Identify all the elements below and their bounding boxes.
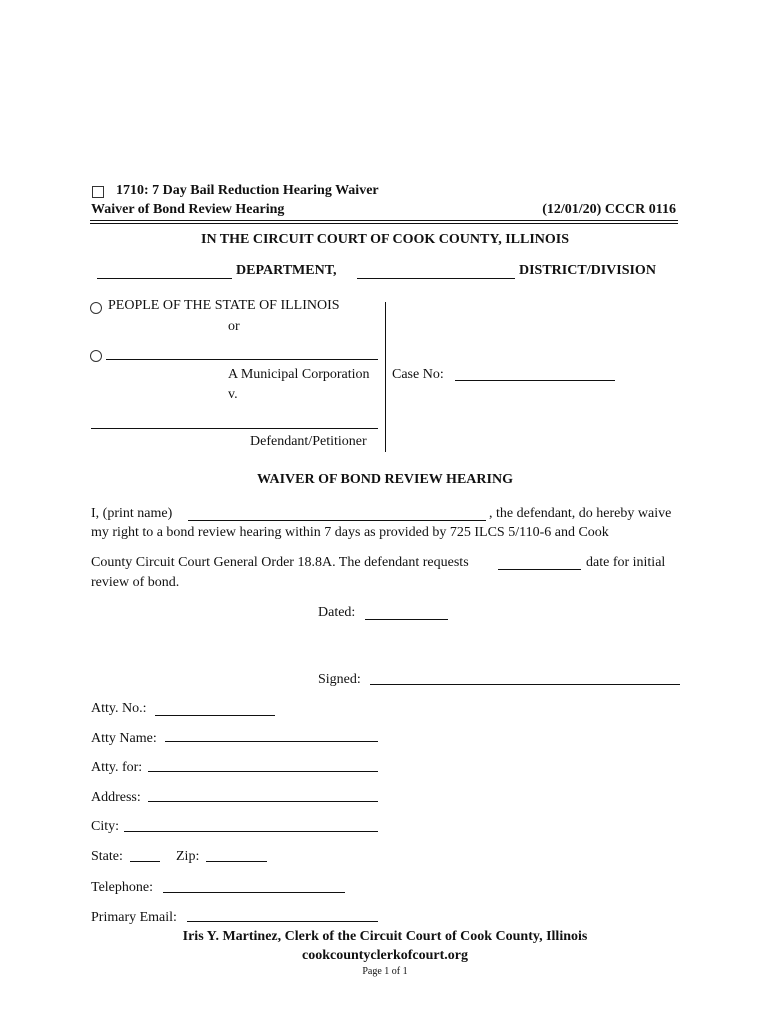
para1-mid: , the defendant, do hereby waive <box>489 506 672 521</box>
section-title: WAIVER OF BOND REVIEW HEARING <box>257 472 513 487</box>
city-field[interactable] <box>124 817 378 832</box>
zip-label: Zip: <box>176 849 200 864</box>
dated-label: Dated: <box>318 605 356 620</box>
form-revision: (12/01/20) CCCR 0116 <box>542 202 676 217</box>
form-select-checkbox[interactable] <box>92 186 104 198</box>
para2-start: County Circuit Court General Order 18.8A. The defendant requests <box>91 555 469 570</box>
case-no-field[interactable] <box>455 366 615 381</box>
atty-for-field[interactable] <box>148 757 378 772</box>
municipality-name-field[interactable] <box>106 345 378 360</box>
people-radio[interactable] <box>90 302 102 314</box>
department-label: DEPARTMENT, <box>236 263 337 278</box>
court-title: IN THE CIRCUIT COURT OF COOK COUNTY, ILLINOIS <box>201 232 569 247</box>
footer-clerk: Iris Y. Martinez, Clerk of the Circuit Court of Cook County, Illinois <box>182 929 588 944</box>
address-field[interactable] <box>148 787 378 802</box>
header-rule-top <box>90 220 678 221</box>
para1-line2: my right to a bond review hearing within 7 days as provided by 725 ILCS 5/110-6 and Cook <box>91 525 609 540</box>
form-code-title: 1710: 7 Day Bail Reduction Hearing Waiver <box>116 183 379 198</box>
form-name: Waiver of Bond Review Hearing <box>91 202 285 217</box>
atty-no-label: Atty. No.: <box>91 701 147 716</box>
footer-website: cookcountyclerkofcourt.org <box>301 948 469 963</box>
municipal-radio[interactable] <box>90 350 102 362</box>
telephone-field[interactable] <box>163 878 345 893</box>
or-label: or <box>228 319 240 334</box>
municipal-label: A Municipal Corporation <box>228 367 370 382</box>
atty-name-field[interactable] <box>165 727 378 742</box>
footer-page: Page 1 of 1 <box>362 966 408 977</box>
atty-for-label: Atty. for: <box>91 760 143 775</box>
department-field[interactable] <box>97 264 232 279</box>
header-rule-bottom <box>90 223 678 224</box>
para2-line2: review of bond. <box>91 575 180 590</box>
v-label: v. <box>228 387 238 402</box>
email-label: Primary Email: <box>91 910 177 925</box>
case-no-label: Case No: <box>392 367 444 382</box>
para2-end: date for initial <box>586 555 666 570</box>
district-field[interactable] <box>357 264 515 279</box>
defendant-label: Defendant/Petitioner <box>250 434 367 449</box>
email-field[interactable] <box>187 907 378 922</box>
dated-field[interactable] <box>365 605 448 620</box>
people-label: PEOPLE OF THE STATE OF ILLINOIS <box>108 298 340 313</box>
telephone-label: Telephone: <box>91 880 153 895</box>
atty-name-label: Atty Name: <box>91 731 157 746</box>
state-field[interactable] <box>130 847 160 862</box>
requested-date-field[interactable] <box>498 555 581 570</box>
signature-field[interactable] <box>370 670 680 685</box>
zip-field[interactable] <box>206 847 267 862</box>
print-name-field[interactable] <box>188 506 486 521</box>
state-label: State: <box>91 849 123 864</box>
defendant-name-field[interactable] <box>91 414 378 429</box>
para1-start: I, (print name) <box>91 506 173 521</box>
district-label: DISTRICT/DIVISION <box>519 263 656 278</box>
signed-label: Signed: <box>318 672 361 687</box>
caption-divider <box>385 302 386 452</box>
city-label: City: <box>91 819 120 834</box>
atty-no-field[interactable] <box>155 701 275 716</box>
address-label: Address: <box>91 790 141 805</box>
